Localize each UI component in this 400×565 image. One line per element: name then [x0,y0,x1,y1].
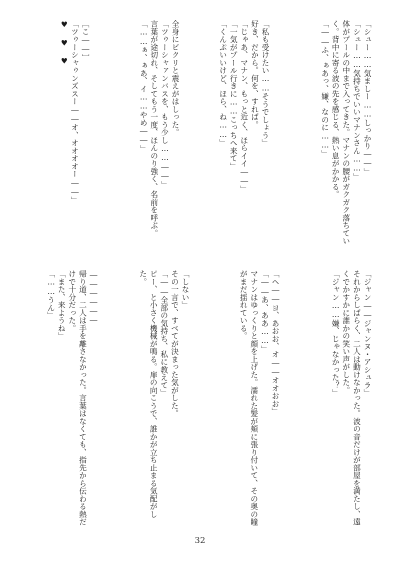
text-line: 「しない」 [181,270,190,309]
text-line: マナンはゆっくりと顔を上げた。濡れた髪が頬に張り付いて、その奥の瞳がまだ揺れている。 [239,270,259,526]
text-line: その一言で、すべてが決まった気がした。 [170,270,180,418]
text-line: 体がプールの中まで入ってきた。マナンの腰がガクガク落ちていく。背中に寄る波の先を感じる、熱い息がかかる。 [331,20,351,245]
text-line: 「一気がプール行きに……こっちへ来て」 [229,20,239,171]
text-block [196,270,280,528]
text-line: 「シュー……気持ちでいいマナンさん……」 [352,20,362,181]
text-line: 「また、来ようね」 [57,270,67,340]
text-block [276,20,372,252]
text-block [186,20,270,252]
text-line: ♥ ♥ ♥ [59,20,69,66]
text-block [28,270,98,528]
text-line: 「くんぷいいけど、ほら、ね……」 [218,20,228,147]
text-line: 全身にビクリと震えがはしった。 [171,20,180,137]
text-line: それからしばらく、二人は動けなかった。波の音だけが部屋を満たし、遠くでかすかに誰かの笑い声がした。 [341,270,362,526]
text-line: ［こ――］ [81,20,90,62]
text-line: 好き、だから。何を、すれば。 [250,20,260,129]
text-line: 「ジャン――ジャンヌ・アシュラ」 [363,270,372,397]
text-line: 「――あ、ああ……」 [260,270,270,354]
text-line: 「ツゥーシャァンバスを、もう少し……――」 [160,20,170,189]
text-line: 「ツゥーシャゥンズスー――オ、オオオオー――」 [70,20,80,204]
text-block [96,20,180,252]
text-line: 「――ふ、ぁあっ、嫌、なのに……」 [320,20,330,158]
text-line: 「ヘ――ヨ、あおお、オ――オオおお」 [271,270,280,416]
text-line: 「じゃあ、マナン、もっと近く、ほらイイ――」 [239,20,249,194]
text-line: 「私も受けたい……そうでしょう」 [261,20,270,147]
text-line: ―――――― [89,270,98,325]
text-line: 「……ぁ、ぁあ、イ……やめ――」 [139,20,149,153]
page-number: 32 [194,536,206,546]
text-line: 言葉が途切れ、そしてもう一度、ほんのり強く、名前を呼ぶ。 [149,20,159,237]
text-line: 「ジャン……嫌、じゃなかった？」 [331,270,341,397]
text-line: 「――全部の気持ち、私に教えて」 [159,270,169,397]
text-tier-top [28,20,372,252]
text-tier-bottom [28,270,372,528]
text-block [28,20,90,252]
text-block [104,270,190,528]
text-line: ピー、と小さく機械が鳴る。扉の向こうで、誰かが立ち止まる気配がした。 [138,270,159,518]
text-line: 「……うん」 [46,270,56,320]
text-block [286,270,372,528]
text-line: 帰り道、二人は手を離さなかった。言葉はなくても、指先から伝わる熱だけで十分だった。 [67,270,88,526]
text-line: 「シュー……気ましー……しっかり――」 [363,20,372,176]
